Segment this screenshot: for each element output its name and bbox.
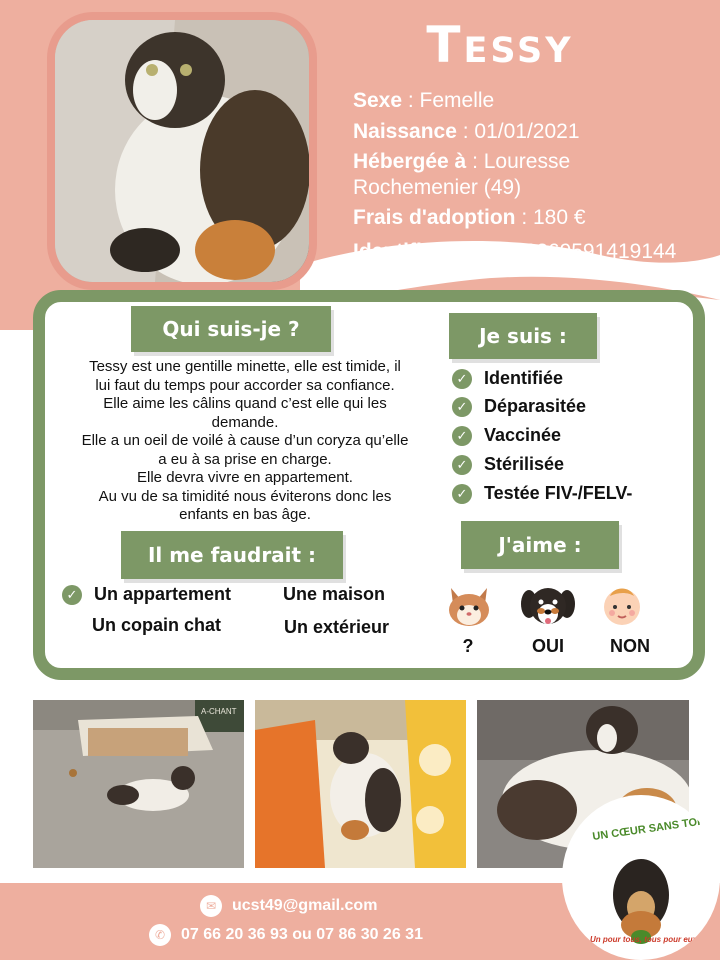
info-naissance (353, 119, 580, 145)
association-logo (562, 795, 720, 960)
sexe-value: : Femelle (402, 89, 495, 112)
mail-icon: ✉ (200, 895, 222, 917)
check-icon: ✓ (62, 585, 82, 605)
hebergee-label: Hébergée à (353, 150, 467, 173)
contact-email-row (200, 895, 377, 917)
baby-icon (600, 584, 644, 628)
gallery-photo-2 (255, 700, 466, 868)
status-item (452, 396, 586, 417)
cat-icon (445, 584, 493, 628)
needs-item-copain-chat: Un copain chat (92, 615, 222, 635)
pet-name: Tessy (426, 16, 574, 74)
info-hebergee-line2: Rochemenier (49) (353, 176, 522, 199)
main-cat-photo-frame (47, 12, 317, 290)
needs-item-label: Un appartement (94, 584, 232, 604)
identification-label: Identification (353, 240, 484, 263)
status-item (452, 454, 564, 475)
check-icon: ✓ (452, 426, 472, 446)
status-item-label: Stérilisée (484, 454, 565, 474)
info-identification (353, 239, 676, 265)
logo-name: UN CŒUR SANS TOIT (591, 815, 708, 843)
about-title: Qui suis-je ? (131, 306, 331, 352)
likes-title: J'aime : (461, 521, 619, 569)
likes-dog-answer: OUI (531, 636, 564, 656)
about-line: a eu à sa prise en charge. (158, 450, 332, 468)
check-icon: ✓ (452, 484, 472, 504)
naissance-label: Naissance (353, 120, 457, 143)
status-item (452, 368, 563, 389)
hebergee-value: : Louresse (466, 150, 571, 173)
about-line: Elle a un oeil de voilé à cause d’un coryza qu’elle (81, 432, 409, 449)
frais-value: : 180 € (515, 206, 586, 229)
status-title: Je suis : (449, 313, 597, 359)
status-item-label: Identifiée (484, 368, 564, 388)
info-frais (353, 205, 586, 231)
about-line: lui faut du temps pour accorder sa confiance. (95, 376, 395, 394)
frais-label: Frais d'adoption (353, 206, 516, 229)
identification-value: : 250269591419144 (483, 240, 677, 263)
about-line: Elle aime les câlins quand c’est elle qui les (103, 395, 387, 412)
status-item (452, 425, 561, 446)
likes-cat-answer: ? (462, 636, 474, 656)
needs-item-exterieur: Un extérieur (284, 617, 390, 637)
about-line: Tessy est une gentille minette, elle est timide, il (89, 358, 401, 375)
main-cat-photo (55, 20, 309, 282)
naissance-value: : 01/01/2021 (456, 120, 580, 143)
check-icon: ✓ (452, 369, 472, 389)
sexe-label: Sexe (353, 89, 403, 112)
phone-icon: ✆ (149, 924, 171, 946)
check-icon: ✓ (452, 455, 472, 475)
contact-email[interactable]: ucst49@gmail.com (232, 897, 378, 914)
gallery-photo-1 (33, 700, 244, 868)
info-sexe (353, 88, 494, 114)
check-icon: ✓ (452, 397, 472, 417)
logo-tagline: Un pour tous, tous pour eux ! (590, 935, 702, 944)
status-item (452, 483, 632, 504)
photo-1-sign-text: A-CHANT (201, 707, 237, 716)
about-line: Au vu de sa timidité nous éviterons donc les (98, 487, 392, 505)
about-line: demande. (211, 413, 279, 431)
likes-baby-answer: NON (610, 636, 650, 656)
needs-title: Il me faudrait : (121, 531, 343, 579)
dog-icon (521, 584, 575, 628)
status-item-label: Testée FIV-/FELV- (484, 483, 633, 503)
status-item-label: Déparasitée (484, 396, 587, 416)
status-item-label: Vaccinée (484, 425, 562, 445)
needs-item-maison: Une maison (283, 584, 386, 604)
info-hebergee (353, 149, 570, 175)
needs-item-appartement (62, 584, 231, 605)
about-line: Elle devra vivre en appartement. (137, 469, 353, 486)
about-description (60, 358, 430, 525)
contact-phone[interactable]: 07 66 20 36 93 ou 07 86 30 26 31 (181, 926, 423, 943)
contact-phone-row (149, 924, 423, 946)
about-line: enfants en bas âge. (179, 506, 311, 523)
